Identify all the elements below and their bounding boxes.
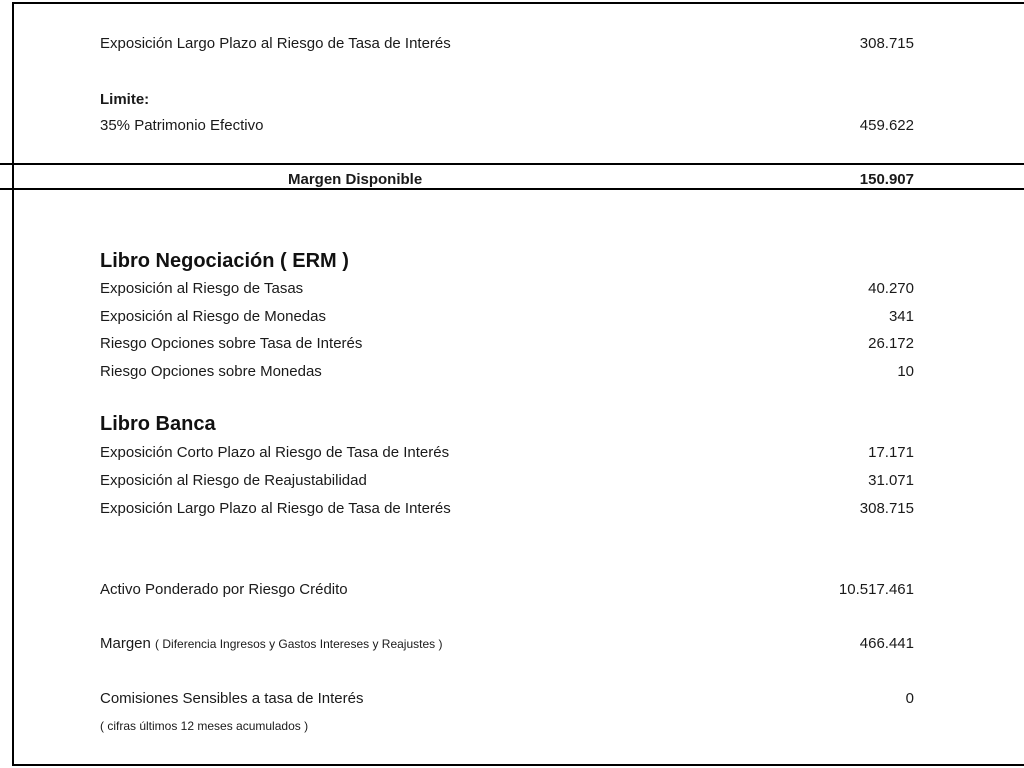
frame-bottom-border xyxy=(12,764,1024,766)
banca-item-value: 308.715 xyxy=(859,500,914,517)
cifras-note: ( cifras últimos 12 meses acumulados ) xyxy=(100,719,309,733)
frame-left-border xyxy=(12,2,14,766)
margen-label-row xyxy=(100,636,442,651)
negociacion-item-label: Exposición al Riesgo de Tasas xyxy=(100,280,304,297)
negociacion-item-value: 26.172 xyxy=(868,335,914,352)
patrimonio-label: 35% Patrimonio Efectivo xyxy=(100,117,264,134)
banca-item-value: 31.071 xyxy=(868,472,914,489)
negociacion-item-value: 341 xyxy=(888,308,914,325)
libro-negociacion-title: Libro Negociación ( ERM ) xyxy=(100,250,349,272)
negociacion-item-label: Exposición al Riesgo de Monedas xyxy=(100,308,326,325)
patrimonio-value: 459.622 xyxy=(859,117,914,134)
limite-heading: Limite: xyxy=(100,91,150,108)
banca-item-label: Exposición Corto Plazo al Riesgo de Tasa de Interés xyxy=(100,444,450,461)
comisiones-label: Comisiones Sensibles a tasa de Interés xyxy=(100,690,364,707)
margen-bottom-rule xyxy=(0,188,1024,190)
banca-item-label: Exposición Largo Plazo al Riesgo de Tasa de Interés xyxy=(100,500,451,517)
exposicion-lp-label-top: Exposición Largo Plazo al Riesgo de Tasa de Interés xyxy=(100,35,451,52)
margen-top-rule xyxy=(0,163,1024,165)
negociacion-item-label: Riesgo Opciones sobre Tasa de Interés xyxy=(100,335,363,352)
frame-top-border xyxy=(12,2,1024,4)
negociacion-item-label: Riesgo Opciones sobre Monedas xyxy=(100,363,322,380)
margen-note: ( Diferencia Ingresos y Gastos Intereses y Reajustes ) xyxy=(155,637,443,651)
negociacion-item-value: 40.270 xyxy=(868,280,914,297)
margen-disponible-value: 150.907 xyxy=(859,171,914,188)
exposicion-lp-value-top: 308.715 xyxy=(859,35,914,52)
comisiones-value: 0 xyxy=(905,690,914,707)
activo-ponderado-label: Activo Ponderado por Riesgo Crédito xyxy=(100,581,348,598)
banca-item-value: 17.171 xyxy=(868,444,914,461)
activo-ponderado-value: 10.517.461 xyxy=(838,581,914,598)
margen-disponible-label: Margen Disponible xyxy=(288,171,423,188)
negociacion-item-value: 10 xyxy=(897,363,914,380)
banca-item-label: Exposición al Riesgo de Reajustabilidad xyxy=(100,472,367,489)
libro-banca-title: Libro Banca xyxy=(100,413,216,435)
margen-value: 466.441 xyxy=(859,635,914,652)
margen-label: Margen xyxy=(100,635,151,652)
